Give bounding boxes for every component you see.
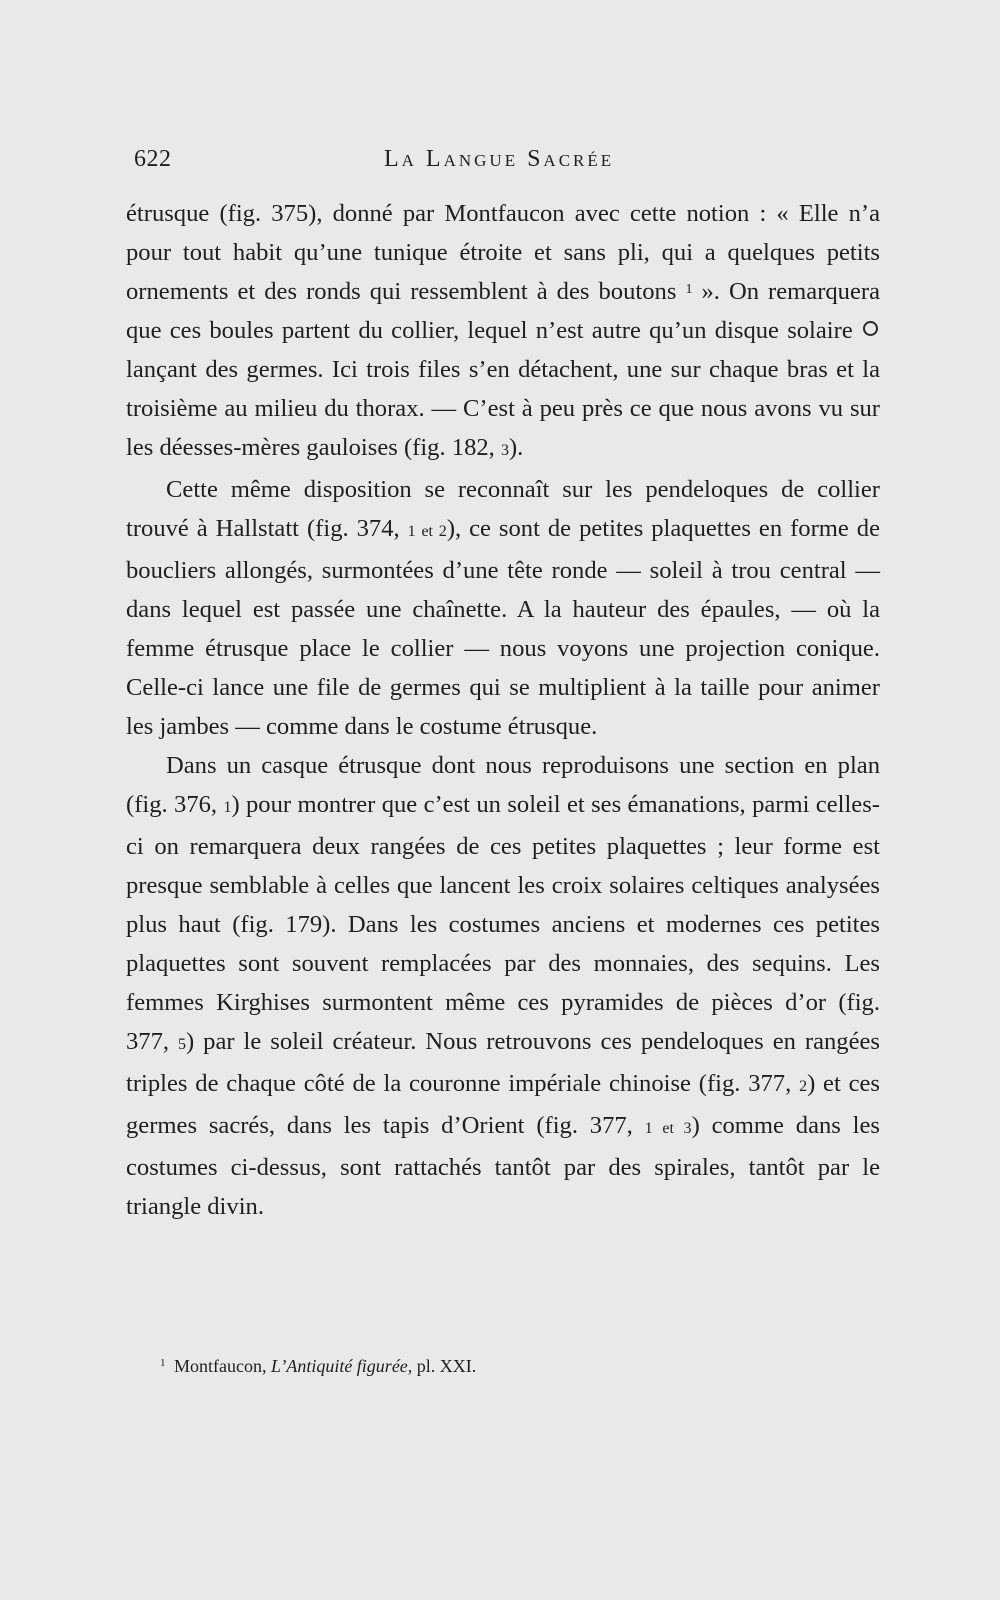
paragraph-1-text-c: lançant des germes. Ici trois files s’en détachent, une sur chaque bras et la troisième au milieu du thorax. — C’est à peu près ce que nous avons vu sur les déesses-mères gauloises (fig. 182, (126, 356, 880, 461)
paragraph-3-text-i: ) comme dans les costumes ci-dessus, sont rattachés tantôt par des spirales, tantôt par le triangle divin. (126, 1112, 880, 1220)
footnote-ref: pl. XXI. (416, 1356, 477, 1376)
paragraph-1-text-e: ). (508, 434, 524, 461)
footnote-author: Montfaucon, (174, 1356, 267, 1376)
figure-subref: 2 (799, 1078, 808, 1095)
paragraph-3-text-g: ) et ces germes sacrés, dans les tapis d’Orient (fig. 377, (126, 1070, 880, 1139)
paragraph-2-text-c: ), ce sont de petites plaquettes en forme de boucliers allongés, surmontées d’une tête ronde — soleil à trou central — dans lequel est passée une chaînette. A la hauteur des épaules, — où la femme étrusque place le collier — nous voyons une projection conique. Celle-ci lance une file de germes qui se multiplient à la taille pour animer les jambes — comme dans le costume étrusque. (126, 515, 880, 740)
running-title: La Langue Sacrée (384, 146, 615, 172)
paragraph-3 (126, 746, 880, 1226)
solar-disc-symbol-icon (863, 321, 878, 336)
paragraph-1 (126, 194, 880, 470)
footnote-mark: 1 (160, 1357, 166, 1369)
paragraph-2 (126, 470, 880, 746)
figure-subref: 3 (500, 442, 509, 459)
figure-subref: 1 et 2 (407, 523, 447, 540)
paragraph-3-text-e: ) par le soleil créateur. Nous retrouvons ces pendeloques en rangées triples de chaque côté de la couronne impériale chinoise (fig. 377, (126, 1028, 880, 1097)
page-number: 622 (134, 146, 172, 172)
paragraph-2-text-a: Cette même disposition se reconnaît sur les pendeloques de collier trouvé à Hallstatt (fig. 374, (126, 476, 880, 542)
footnote-title: L’Antiquité figurée, (270, 1356, 413, 1376)
running-head (134, 146, 880, 180)
paragraph-3-text-c: ) pour montrer que c’est un soleil et ses émanations, parmi celles-ci on remarquera deux rangées de ces petites plaquettes ; leur forme est presque semblable à celles que lancent les croix solaires celtiques analysées plus haut (fig. 179). Dans les costumes anciens et modernes ces petites plaquettes sont souvent remplacées par des monnaies, des sequins. Les femmes Kirghises surmontent même ces pyramides de pièces d’or (fig. 377, (126, 791, 880, 1055)
paragraph-1-text-a: étrusque (fig. 375), donné par Montfaucon avec cette notion : « Elle n’a pour tout habit qu’une tunique étroite et sans pli, qui a quelques petits ornements et des ronds qui ressemblent à des boutons (126, 200, 880, 305)
body-text (126, 194, 880, 1226)
footnote (160, 1354, 860, 1378)
figure-subref: 5 (178, 1036, 187, 1053)
footnote-reference: 1 (685, 282, 693, 297)
paragraph-3-text-a: Dans un casque étrusque dont nous reproduisons une section en plan (fig. 376, (126, 752, 880, 818)
paragraph-1-text-b: ». On remarquera que ces boules partent du collier, lequel n’est autre qu’un disque solaire (126, 278, 880, 344)
figure-subref: 1 et 3 (644, 1120, 692, 1137)
figure-subref: 1 (223, 799, 232, 816)
